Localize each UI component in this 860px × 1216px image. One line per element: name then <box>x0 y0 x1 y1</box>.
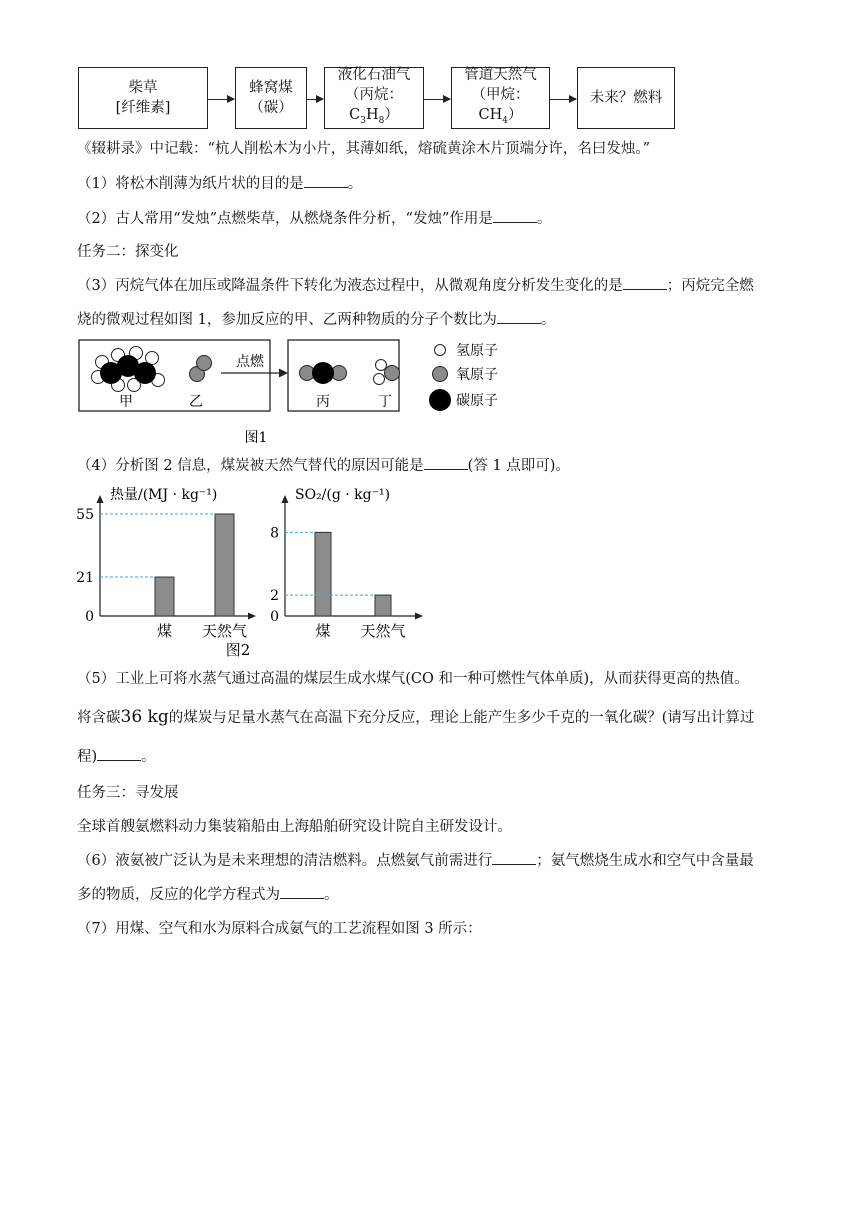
task-2-heading: 任务二：探变化 <box>77 244 179 260</box>
flow-box-lpg-title: 液化石油气 <box>337 67 411 84</box>
heat-value-chart <box>76 486 256 640</box>
x-tick-label: 天然气 <box>360 622 406 640</box>
carbon-mass: 36 kg <box>120 707 169 727</box>
legend-oxygen: 氧原子 <box>456 367 498 383</box>
flow-box-lpg <box>324 67 424 129</box>
flow-box-lpg-formula: （丙烷：$C_3H_8$） <box>345 87 403 126</box>
question-4: （4）分析图 2 信息，煤炭被天然气替代的原因可能是 (答 1 点即可)。 <box>77 458 570 474</box>
y-tick-label: 8 <box>270 525 279 542</box>
question-6-line-2: 多的物质，反应的化学方程式为 。 <box>77 887 339 903</box>
flow-box-natural-gas <box>451 67 550 129</box>
y-tick-label: 0 <box>85 609 94 625</box>
flow-box-straw-sub: [纤维素] <box>115 100 171 116</box>
bar-煤 <box>155 577 174 616</box>
y-axis-label: SO₂/(g · kg⁻¹) <box>295 487 391 503</box>
x-tick-label: 天然气 <box>201 622 248 640</box>
task-3-heading: 任务三：寻发展 <box>77 785 179 801</box>
oxygen-molecule <box>190 356 212 382</box>
answer-blank[interactable] <box>623 277 667 290</box>
question-5-line-2: 将含碳36 kg的煤炭与足量水蒸气在高温下充分反应，理论上能产生多少千克的一氧化碳？(请写出计算过 <box>77 707 755 727</box>
answer-blank[interactable] <box>493 210 537 223</box>
question-6-line-1: （6）液氨被广泛认为是未来理想的清洁燃料。点燃氨气前需进行 ；氨气燃烧生成水和空气中含量最 <box>77 853 754 869</box>
bar-天然气 <box>215 514 234 616</box>
flow-box-future <box>577 67 675 129</box>
answer-blank[interactable] <box>497 311 541 324</box>
figure-1-reaction-diagram <box>78 338 518 450</box>
legend-hydrogen: 氢原子 <box>456 343 498 359</box>
question-2: （2）古人常用“发烛”点燃柴草，从燃烧条件分析，“发烛”作用是 。 <box>77 211 552 227</box>
flow-box-natural-gas-formula: （甲烷：$CH_4$） <box>471 87 530 126</box>
y-tick-label: 2 <box>270 588 279 605</box>
bar-煤 <box>315 532 331 616</box>
bar-天然气 <box>375 595 391 616</box>
label-jia: 甲 <box>119 394 133 410</box>
y-tick-label: 55 <box>76 506 94 523</box>
flow-arrow-2 <box>307 99 323 100</box>
label-yi: 乙 <box>189 394 203 410</box>
quote-line: 《辍耕录》中记载：“杭人削松木为小片，其薄如纸，熔硫黄涂木片顶端分许，名曰发烛。” <box>77 141 651 157</box>
carbon-dioxide-molecule <box>300 362 347 384</box>
x-tick-label: 煤 <box>156 622 173 640</box>
legend-carbon: 碳原子 <box>456 393 498 409</box>
y-axis-label: 热量/(MJ · kg⁻¹) <box>110 487 218 503</box>
question-1: （1）将松木削薄为纸片状的目的是 。 <box>77 176 363 192</box>
y-tick-label: 0 <box>270 609 279 625</box>
question-3-line-2: 烧的微观过程如图 1，参加反应的甲、乙两种物质的分子个数比为 。 <box>77 312 556 328</box>
flow-arrow-3 <box>424 99 450 100</box>
flow-box-briquette <box>235 67 307 129</box>
answer-blank[interactable] <box>492 852 536 865</box>
figure-1-caption: 图1 <box>244 430 268 446</box>
label-ding: 丁 <box>378 394 392 410</box>
water-molecule <box>374 360 400 385</box>
figure-2-caption: 图2 <box>225 641 251 659</box>
propane-molecule <box>92 347 165 392</box>
question-7: （7）用煤、空气和水为原料合成氨气的工艺流程如图 3 所示： <box>77 921 482 937</box>
answer-blank[interactable] <box>280 886 324 899</box>
x-tick-label: 煤 <box>315 622 331 640</box>
flow-box-briquette-title: 蜂窝煤 <box>249 80 293 96</box>
flow-arrow-4 <box>550 99 576 100</box>
ship-line: 全球首艘氨燃料动力集装箱船由上海船舶研究设计院自主研发设计。 <box>77 819 512 835</box>
question-5-line-1: （5）工业上可将水蒸气通过高温的煤层生成水煤气(CO 和一种可燃性气体单质)，从而获得更高的热值。 <box>77 671 749 687</box>
flow-arrow-1 <box>208 99 234 100</box>
figure-1-legend <box>429 343 498 411</box>
flow-box-natural-gas-title: 管道天然气 <box>464 67 537 84</box>
arrow-label-ignite: 点燃 <box>236 354 264 370</box>
answer-blank[interactable] <box>424 457 468 470</box>
so2-emission-chart <box>270 487 423 640</box>
flow-box-briquette-sub: （碳） <box>249 100 293 116</box>
label-bing: 丙 <box>316 394 330 410</box>
question-3-line-1: （3）丙烷气体在加压或降温条件下转化为液态过程中，从微观角度分析发生变化的是 ；丙烷完全燃 <box>77 278 754 294</box>
question-5-line-3: 程) 。 <box>77 749 156 765</box>
flow-box-straw <box>78 67 208 129</box>
answer-blank[interactable] <box>97 748 141 761</box>
y-tick-label: 21 <box>76 570 94 587</box>
answer-blank[interactable] <box>304 175 348 188</box>
figure-2-bar-charts <box>70 483 430 663</box>
flow-box-future-title: 未来？燃料 <box>589 90 663 106</box>
flow-box-straw-title: 柴草 <box>128 80 158 96</box>
